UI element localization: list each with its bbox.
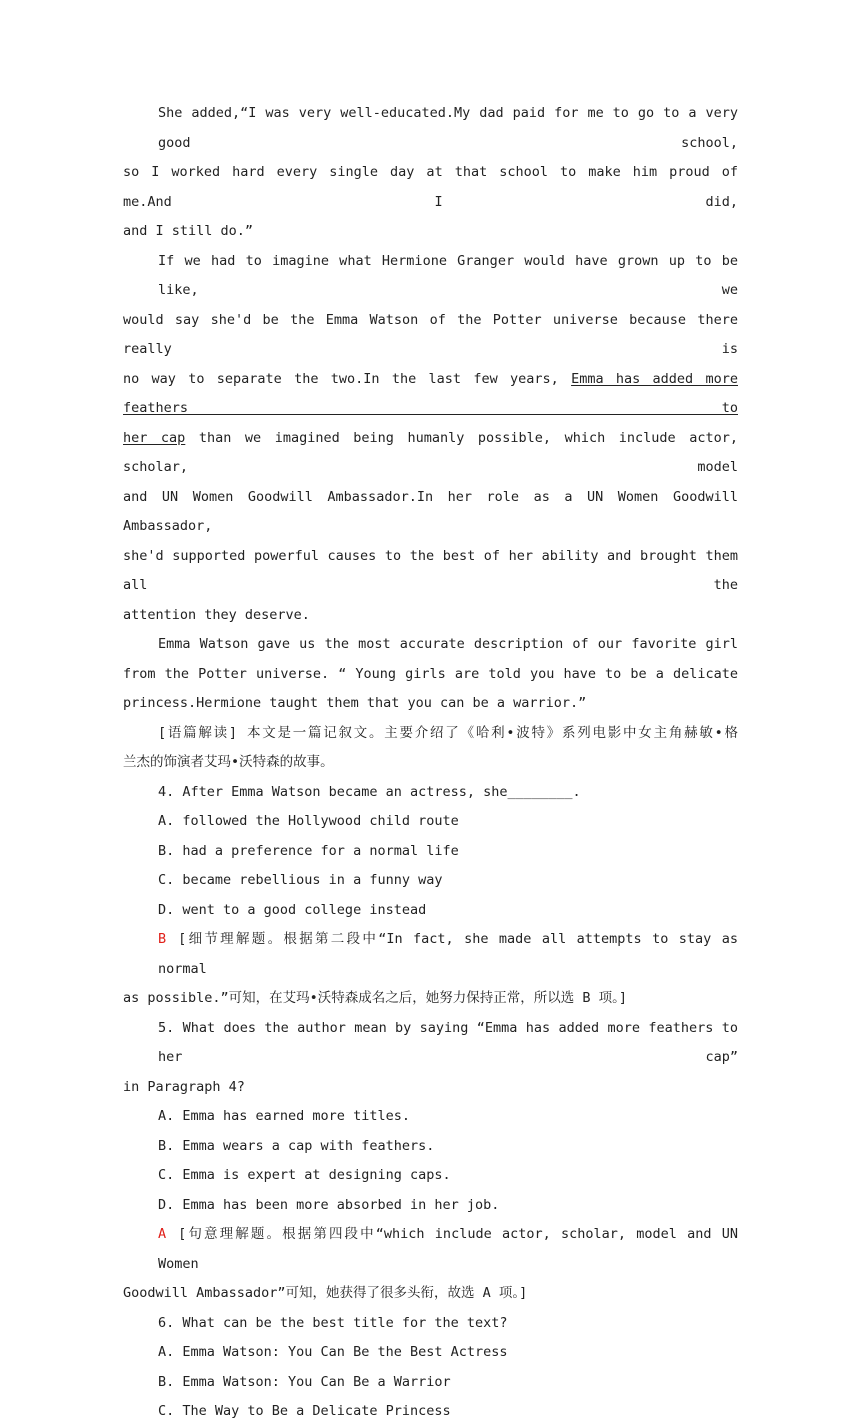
paragraph-line: she'd supported powerful causes to the best of her ability and brought them all the: [123, 547, 738, 593]
answer-letter: B: [158, 931, 167, 947]
option-c: C. Emma is expert at designing caps.: [158, 1167, 451, 1183]
passage-analysis: 兰杰的饰演者艾玛•沃特森的故事。: [123, 754, 334, 770]
paragraph-line: from the Potter universe. “ Young girls are told you have to be a delicate: [123, 665, 738, 682]
question-stem: 6. What can be the best title for the text?: [158, 1314, 508, 1331]
paragraph-line: so I worked hard every single day at that school to make him proud of me.And I did,: [123, 164, 738, 210]
paragraph-text: no way to separate the two.In the last few years,: [123, 370, 572, 387]
answer-explanation: [123, 925, 738, 984]
paragraph-line: [123, 424, 738, 483]
explanation-text: [句意理解题。根据第四段中“which include actor, scholar, model and UN Women: [158, 1226, 738, 1272]
paragraph-line: Emma Watson gave us the most accurate description of our favorite girl: [158, 636, 738, 652]
paragraph-line: She added,“I was very well-educated.My dad paid for me to go to a very good school,: [158, 105, 738, 151]
option-c: C. The Way to Be a Delicate Princess: [158, 1403, 451, 1419]
option-c: C. became rebellious in a funny way: [158, 872, 443, 888]
paragraph-line: attention they deserve.: [123, 606, 310, 623]
option-a: A. followed the Hollywood child route: [158, 813, 459, 829]
option-d: D. Emma has been more absorbed in her job.: [158, 1196, 500, 1213]
paragraph-line: and I still do.”: [123, 223, 254, 239]
explanation-text: Goodwill Ambassador”可知，她获得了很多头衔，故选 A 项。]: [123, 1285, 528, 1301]
explanation-text: as possible.”可知，在艾玛•沃特森成名之后，她努力保持正常，所以选 B 项。]: [123, 990, 628, 1006]
question-stem: 5. What does the author mean by saying “Emma has added more feathers to her cap”: [158, 1019, 738, 1065]
option-d: D. went to a good college instead: [158, 901, 427, 918]
underlined-phrase: Emma has added more feathers to: [123, 370, 738, 416]
option-a: A. Emma has earned more titles.: [158, 1108, 410, 1124]
underlined-phrase: her cap: [123, 429, 186, 446]
option-b: B. Emma wears a cap with feathers.: [158, 1137, 435, 1154]
option-b: B. had a preference for a normal life: [158, 842, 459, 859]
question-stem: 4. After Emma Watson became an actress, she________.: [158, 783, 581, 800]
answer-letter: A: [158, 1226, 167, 1242]
paragraph-line: would say she'd be the Emma Watson of the Potter universe because there really is: [123, 311, 738, 357]
paragraph-line: [123, 365, 738, 424]
option-b: B. Emma Watson: You Can Be a Warrior: [158, 1373, 451, 1390]
answer-explanation: [123, 1220, 738, 1279]
question-stem: in Paragraph 4?: [123, 1078, 245, 1095]
explanation-text: [细节理解题。根据第二段中“In fact, she made all attempts to stay as normal: [158, 931, 738, 977]
option-a: A. Emma Watson: You Can Be the Best Actress: [158, 1344, 508, 1360]
paragraph-text: than we imagined being humanly possible, which include actor, scholar, model: [123, 429, 738, 475]
paragraph-line: princess.Hermione taught them that you can be a warrior.”: [123, 695, 587, 711]
document-page: [123, 99, 738, 1427]
paragraph-line: and UN Women Goodwill Ambassador.In her role as a UN Women Goodwill Ambassador,: [123, 488, 738, 534]
paragraph-line: If we had to imagine what Hermione Granger would have grown up to be like, we: [158, 252, 738, 298]
passage-analysis: [语篇解读] 本文是一篇记叙文。主要介绍了《哈利•波特》系列电影中女主角赫敏•格: [158, 724, 738, 741]
